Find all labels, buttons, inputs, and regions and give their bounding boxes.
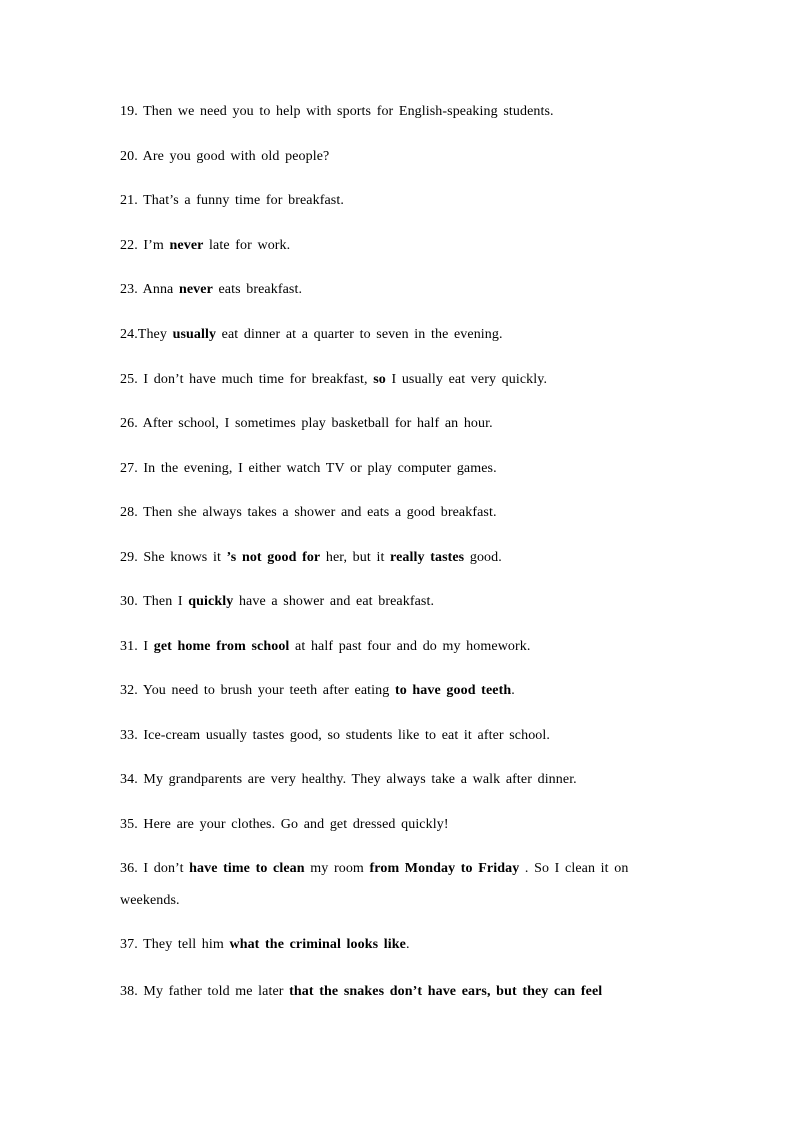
sentence-22 xyxy=(120,237,290,255)
sentence-34 xyxy=(120,771,577,789)
bold-segment: that the snakes don’t have ears, but they can feel xyxy=(289,984,603,999)
segment: have a shower and eat breakfast. xyxy=(233,594,435,609)
bold-segment: from Monday to Friday xyxy=(369,861,520,876)
segment: late for work. xyxy=(203,238,291,253)
segment: 21. That’s a funny time for breakfast. xyxy=(120,193,344,208)
bold-segment: never xyxy=(178,282,213,297)
segment: good. xyxy=(464,550,502,565)
bold-segment: what the criminal looks like xyxy=(229,937,406,952)
segment: 23. Anna xyxy=(120,282,179,297)
sentence-33 xyxy=(120,727,550,745)
bold-segment: so xyxy=(373,372,386,387)
segment: 19. Then we need you to help with sports for English-speaking students. xyxy=(120,104,554,119)
segment: 33. Ice-cream usually tastes good, so students like to eat it after school. xyxy=(120,728,551,743)
sentence-30 xyxy=(120,593,434,611)
bold-segment: really tastes xyxy=(390,550,465,565)
bold-segment: never xyxy=(169,238,204,253)
bold-segment: ’s not good for xyxy=(226,550,321,565)
segment: 34. My grandparents are very healthy. They always take a walk after dinner. xyxy=(120,772,577,787)
sentence-23 xyxy=(120,281,302,299)
segment: my room xyxy=(304,861,370,876)
bold-segment: quickly xyxy=(188,594,234,609)
sentence-26 xyxy=(120,415,493,433)
segment: . xyxy=(511,683,515,698)
segment: eats breakfast. xyxy=(212,282,303,297)
sentence-27 xyxy=(120,460,497,478)
segment: . So I clean it on xyxy=(519,861,629,876)
segment: I usually eat very quickly. xyxy=(385,372,548,387)
segment: weekends. xyxy=(120,893,180,908)
sentence-29 xyxy=(120,549,502,567)
segment: 38. My father told me later xyxy=(120,984,290,999)
sentence-31 xyxy=(120,638,530,656)
segment: 32. You need to brush your teeth after eating xyxy=(120,683,395,698)
segment: eat dinner at a quarter to seven in the evening. xyxy=(216,327,503,342)
segment: 25. I don’t have much time for breakfast, xyxy=(120,372,374,387)
sentence-24 xyxy=(120,326,503,344)
segment: 26. After school, I sometimes play basketball for half an hour. xyxy=(120,416,493,431)
segment: 37. They tell him xyxy=(120,937,230,952)
sentence-25 xyxy=(120,371,547,389)
bold-segment: usually xyxy=(172,327,217,342)
sentence-28 xyxy=(120,504,497,522)
segment: 28. Then she always takes a shower and eats a good breakfast. xyxy=(120,505,497,520)
segment: at half past four and do my homework. xyxy=(289,639,531,654)
sentence-36 xyxy=(120,860,628,878)
bold-segment: get home from school xyxy=(153,639,290,654)
segment: her, but it xyxy=(320,550,391,565)
segment: 29. She knows it xyxy=(120,550,227,565)
sentence-21 xyxy=(120,192,344,210)
segment: 24.They xyxy=(120,327,173,342)
bold-segment: to have good teeth xyxy=(394,683,512,698)
sentence-32 xyxy=(120,682,515,700)
sentence-20 xyxy=(120,148,329,166)
segment: 31. I xyxy=(120,639,154,654)
segment: 36. I don’t xyxy=(120,861,190,876)
segment: 35. Here are your clothes. Go and get dressed quickly! xyxy=(120,817,449,832)
sentence-38 xyxy=(120,983,602,1001)
segment: 20. Are you good with old people? xyxy=(120,149,330,164)
sentence-19 xyxy=(120,103,554,121)
bold-segment: have time to clean xyxy=(189,861,305,876)
sentence-35 xyxy=(120,816,449,834)
sentence-36-continued xyxy=(120,892,180,910)
segment: . xyxy=(405,937,410,952)
sentence-37 xyxy=(120,936,410,954)
segment: 22. I’m xyxy=(120,238,170,253)
segment: 30. Then I xyxy=(120,594,189,609)
segment: 27. In the evening, I either watch TV or play computer games. xyxy=(120,461,497,476)
